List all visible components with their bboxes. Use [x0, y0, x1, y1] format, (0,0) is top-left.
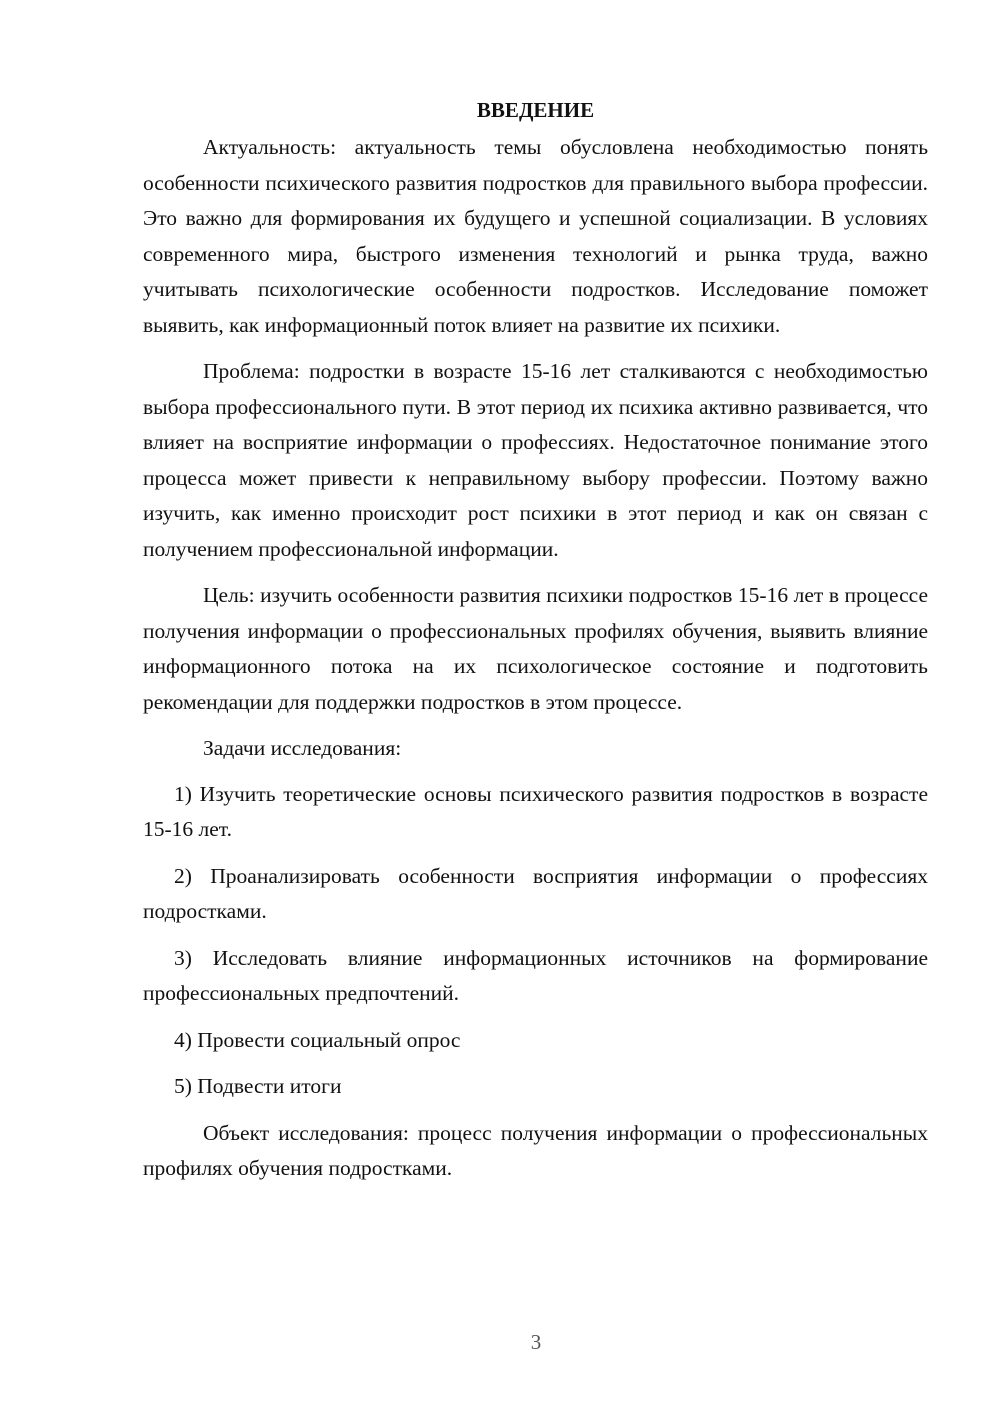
- goal-paragraph: Цель: изучить особенности развития психики подростков 15-16 лет в процессе получения информации о профессиональных профилях обучения, выявить влияние информационного потока на их психологическое состояние и подготовить рекомендации для поддержки подростков в этом процессе.: [143, 583, 928, 714]
- task-item-5: 5) Подвести итоги: [174, 1074, 342, 1098]
- task-item-2: 2) Проанализировать особенности восприятия информации о профессиях подростками.: [143, 863, 928, 923]
- tasks-title: Задачи исследования:: [203, 736, 402, 760]
- task-item-1: 1) Изучить теоретические основы психического развития подростков в возрасте 15-16 лет.: [143, 781, 928, 841]
- task-item-4: 4) Провести социальный опрос: [174, 1027, 461, 1052]
- problem-paragraph: Проблема: подростки в возрасте 15-16 лет сталкиваются с необходимостью выбора профессионального пути. В этот период их психика активно развивается, что влияет на восприятие информации о профессиях. Недостаточное понимание этого процесса может привести к неправильному выбору профессии. Поэтому важно изучить, как именно происходит рост психики в этот период и как он связан с получением профессиональной информации.: [143, 359, 928, 561]
- object-paragraph: Объект исследования: процесс получения информации о профессиональных профилях обучения подростками.: [143, 1120, 928, 1180]
- page-number: 3: [530, 1330, 542, 1354]
- task-item-3: 3) Исследовать влияние информационных источников на формирование профессиональных предпочтений.: [143, 945, 928, 1005]
- relevance-paragraph: Актуальность: актуальность темы обусловлена необходимостью понять особенности психического развития подростков для правильного выбора профессии. Это важно для формирования их будущего и успешной социализации. В условиях современного мира, быстрого изменения технологий и рынка труда, важно учитывать психологические особенности подростков. Исследование поможет выявить, как информационный поток влияет на развитие их психики.: [143, 135, 928, 337]
- page-content: [143, 92, 928, 1198]
- section-heading: ВВЕДЕНИЕ: [476, 98, 595, 122]
